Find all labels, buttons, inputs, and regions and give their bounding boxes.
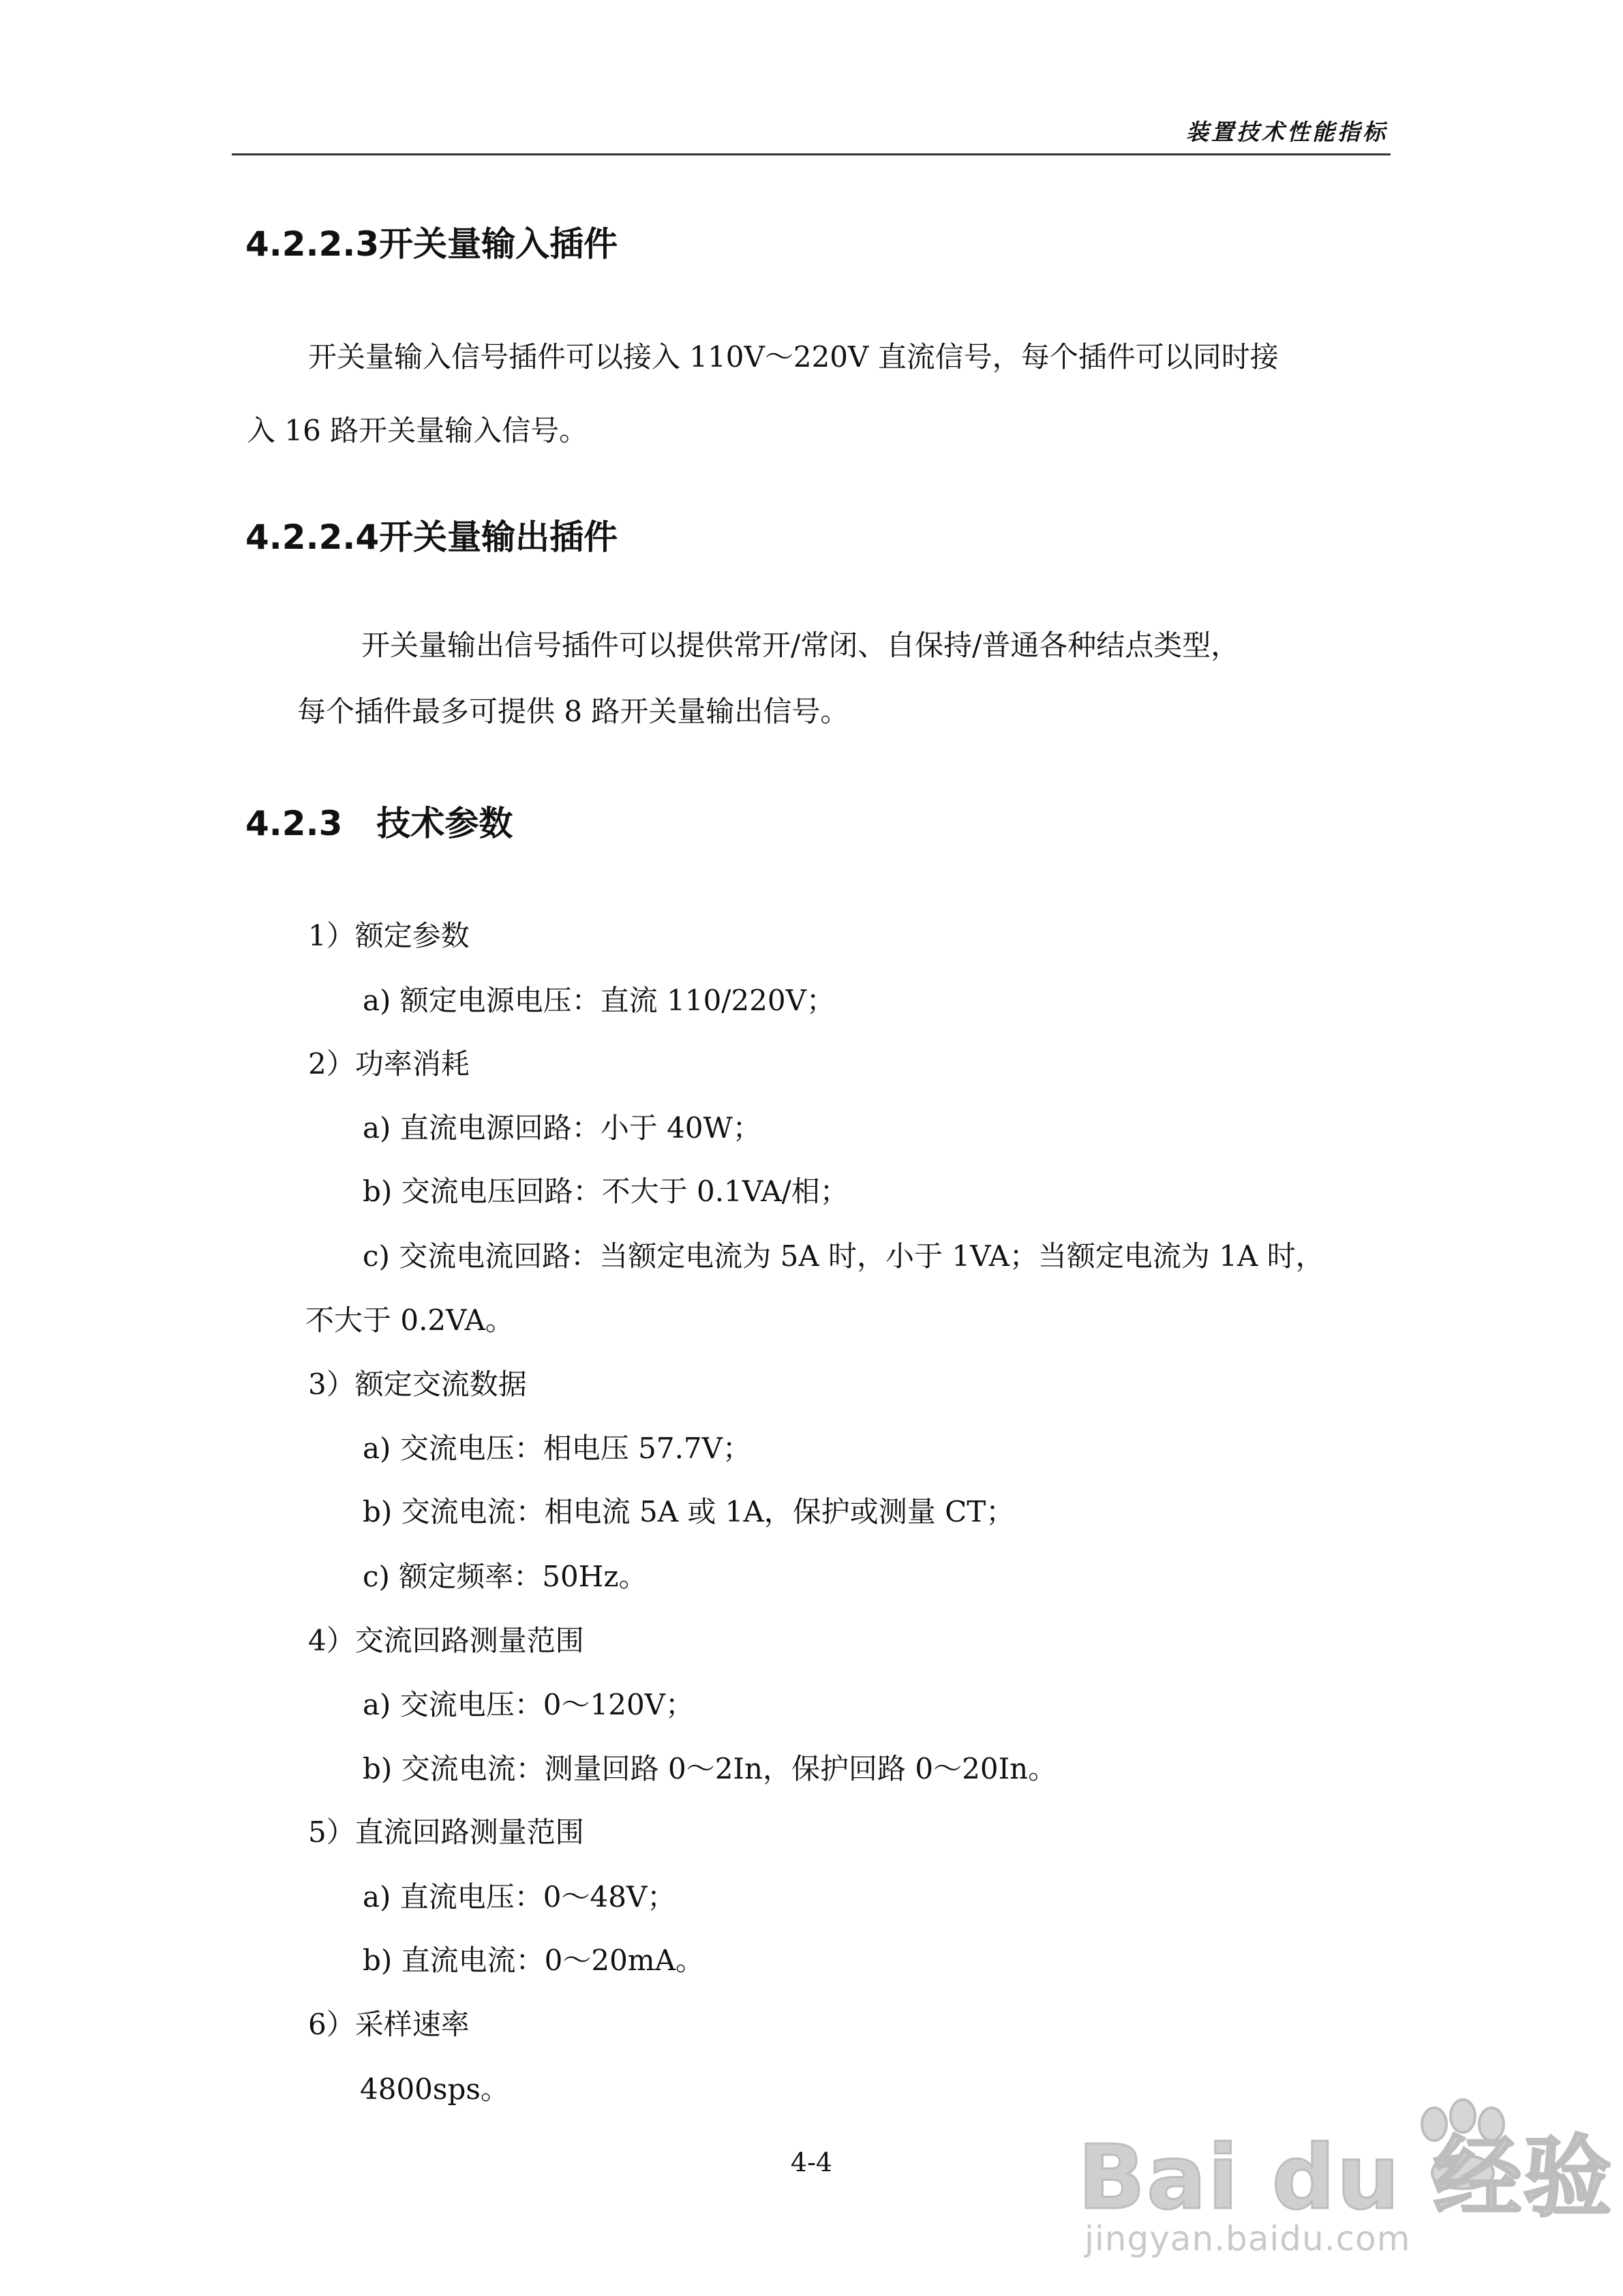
section-heading-423 <box>245 796 513 845</box>
param-2-c-line-1: c) 交流电流回路：当额定电流为 5A 时，小于 1VA；当额定电流为 1A 时， <box>363 1239 1324 1273</box>
param-2-b: b) 交流电压回路：不大于 0.1VA/相； <box>363 1175 849 1208</box>
param-3-title: 3）额定交流数据 <box>308 1368 527 1401</box>
param-4-title: 4）交流回路测量范围 <box>308 1624 584 1657</box>
section-4224-line-1: 开关量输出信号插件可以提供常开/常闭、自保持/普通各种结点类型， <box>361 629 1240 662</box>
param-3-b: b) 交流电流：相电流 5A 或 1A，保护或测量 CT； <box>363 1495 1015 1528</box>
param-4-a: a) 交流电压：0～120V； <box>363 1688 694 1721</box>
param-2-title: 2）功率消耗 <box>308 1047 470 1081</box>
param-5-title: 5）直流回路测量范围 <box>308 1815 584 1849</box>
param-2-a: a) 直流电源回路：小于 40W； <box>363 1111 761 1145</box>
section-423-number: 4.2.3 <box>245 804 343 843</box>
watermark-url: jingyan.baidu.com <box>1084 2219 1411 2259</box>
param-4-b: b) 交流电流：测量回路 0～2In，保护回路 0～20In。 <box>363 1752 1057 1785</box>
section-heading-4224: 4.2.2.4开关量输出插件 <box>245 517 618 557</box>
running-header-title: 装置技术性能指标 <box>1186 119 1388 145</box>
param-5-b: b) 直流电流：0～20mA。 <box>363 1944 704 1977</box>
section-4223-line-2: 入 16 路开关量输入信号。 <box>247 414 588 447</box>
param-1-a: a) 额定电源电压：直流 110/220V； <box>363 984 835 1017</box>
section-423-title: 技术参数 <box>376 804 513 843</box>
param-2-c-line-2: 不大于 0.2VA。 <box>305 1303 514 1337</box>
section-4224-line-2: 每个插件最多可提供 8 路开关量输出信号。 <box>297 695 849 728</box>
watermark-logo: Bai du 经验 <box>1078 2126 1613 2229</box>
param-5-a: a) 直流电压：0～48V； <box>363 1880 676 1914</box>
section-4223-line-1: 开关量输入信号插件可以接入 110V～220V 直流信号，每个插件可以同时接 <box>308 340 1279 374</box>
header-divider <box>232 153 1391 155</box>
param-1-title: 1）额定参数 <box>308 919 470 952</box>
param-6-title: 6）采样速率 <box>308 2008 470 2041</box>
section-heading-4223: 4.2.2.3开关量输入插件 <box>245 224 618 264</box>
param-6-value: 4800sps。 <box>360 2072 509 2106</box>
param-3-c: c) 额定频率：50Hz。 <box>363 1560 648 1593</box>
baidu-jingyan-watermark <box>1078 2106 1613 2263</box>
param-3-a: a) 交流电压：相电压 57.7V； <box>363 1432 751 1465</box>
page-number: 4-4 <box>790 2147 833 2177</box>
